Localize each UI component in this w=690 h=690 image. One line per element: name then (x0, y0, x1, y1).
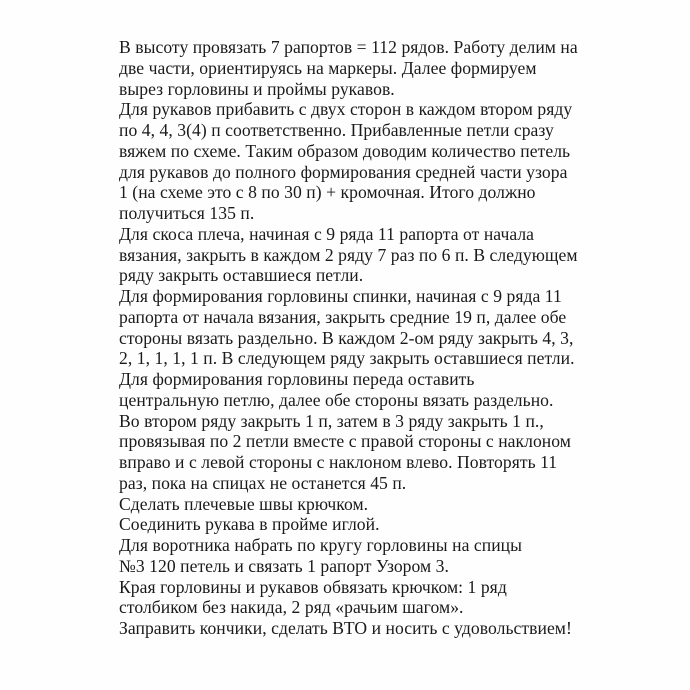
text-line: Во втором ряду закрыть 1 п, затем в 3 ряду закрыть 1 п., (119, 410, 544, 431)
text-line: В высоту провязать 7 рапортов = 112 рядов. Работу делим на (119, 37, 578, 57)
text-line: Для рукавов прибавить с двух сторон в каждом втором ряду (119, 99, 573, 120)
text-line: Края горловины и рукавов обвязать крючком: 1 ряд (119, 576, 507, 597)
text-line: рапорта от начала вязания, закрыть средние 19 п, далее обе (119, 306, 567, 327)
text-line: Соединить рукава в пройме иглой. (119, 514, 380, 535)
text-line: ряду закрыть оставшиеся петли. (119, 265, 364, 286)
text-line: 2, 1, 1, 1, 1 п. В следующем ряду закрыть оставшиеся петли. (119, 348, 575, 369)
text-line: вправо и с левой стороны с наклоном влево. Повторять 11 (119, 452, 558, 472)
knitting-instructions-text (119, 37, 639, 639)
text-line: получиться 135 п. (119, 203, 255, 223)
text-line: 1 (на схеме это с 8 по 30 п) + кромочная. Итого должно (119, 182, 536, 203)
text-line: Заправить кончики, сделать ВТО и носить с удовольствием! (119, 618, 572, 638)
text-line: Для скоса плеча, начиная с 9 ряда 11 рапорта от начала (119, 223, 535, 244)
text-line: стороны вязать раздельно. В каждом 2-ом ряду закрыть 4, 3, (119, 327, 574, 348)
text-line: провязывая по 2 петли вместе с правой стороны с наклоном (119, 431, 571, 452)
text-line: вырез горловины и проймы рукавов. (119, 78, 395, 99)
text-line: столбиком без накида, 2 ряд «рачьим шагом». (119, 597, 464, 618)
text-line: две части, ориентируясь на маркеры. Далее формируем (119, 57, 537, 78)
text-line: Для воротника набрать по кругу горловины на спицы (119, 535, 523, 555)
text-line: по 4, 4, 3(4) п соответственно. Прибавленные петли сразу (119, 120, 554, 140)
text-line: раз, пока на спицах не останется 45 п. (119, 472, 407, 493)
text-line: вязания, закрыть в каждом 2 ряду 7 раз по 6 п. В следующем (119, 244, 578, 265)
text-line: для рукавов до полного формирования средней части узора (119, 161, 568, 182)
text-line: Сделать плечевые швы крючком. (119, 493, 369, 514)
text-line: Для формирования горловины спинки, начиная с 9 ряда 11 (119, 286, 562, 306)
text-line: Для формирования горловины переда оставить (119, 369, 475, 389)
text-line: вяжем по схеме. Таким образом доводим количество петель (119, 140, 571, 161)
text-line: центральную петлю, далее обе стороны вязать раздельно. (119, 389, 554, 410)
text-line: №3 120 петель и связать 1 рапорт Узором 3. (119, 555, 449, 576)
